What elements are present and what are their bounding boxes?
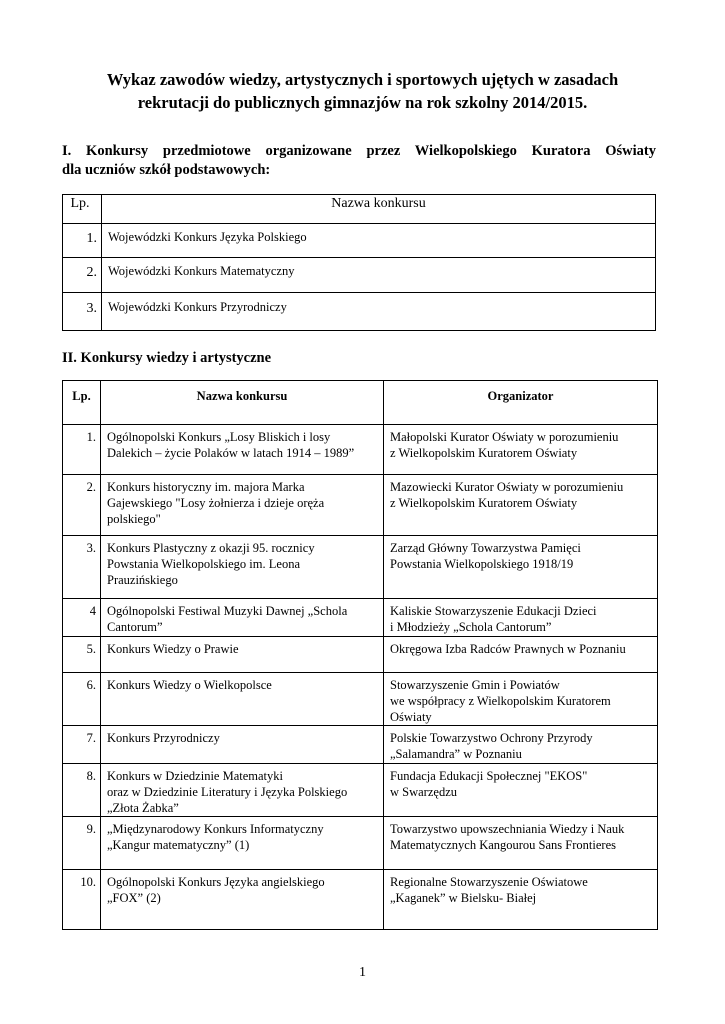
row-name-line: „Międzynarodowy Konkurs Informatyczny bbox=[107, 822, 324, 836]
table-row bbox=[63, 475, 658, 536]
row-lp: 8. bbox=[63, 764, 101, 817]
row-lp: 1. bbox=[63, 425, 101, 475]
row-organizer-line: z Wielkopolskim Kuratorem Oświaty bbox=[390, 446, 578, 460]
row-organizer bbox=[384, 764, 658, 817]
row-name: Wojewódzki Konkurs Matematyczny bbox=[102, 258, 656, 293]
row-name-line: Gajewskiego "Losy żołnierza i dzieje oręża bbox=[107, 496, 325, 510]
row-organizer-line: Regionalne Stowarzyszenie Oświatowe bbox=[390, 875, 588, 889]
section-1-table bbox=[62, 194, 656, 331]
row-name-line: „Kangur matematyczny” (1) bbox=[107, 838, 250, 852]
row-lp: 10. bbox=[63, 870, 101, 930]
row-organizer-line: Towarzystwo upowszechniania Wiedzy i Nauk bbox=[390, 822, 625, 836]
section-1-heading-line-1: I. Konkursy przedmiotowe organizowane przez Wielkopolskiego Kuratora Oświaty bbox=[62, 143, 656, 159]
row-organizer-line: Polskie Towarzystwo Ochrony Przyrody bbox=[390, 731, 593, 745]
row-lp: 6. bbox=[63, 673, 101, 726]
row-name bbox=[101, 817, 384, 870]
table-row bbox=[63, 870, 658, 930]
row-name bbox=[101, 599, 384, 637]
row-organizer bbox=[384, 726, 658, 764]
row-organizer-line: Małopolski Kurator Oświaty w porozumieniu bbox=[390, 430, 619, 444]
row-name-line: Prauzińskiego bbox=[107, 573, 178, 587]
row-name-line: „FOX” (2) bbox=[107, 891, 161, 905]
row-name-line: Konkurs Plastyczny z okazji 95. rocznicy bbox=[107, 541, 315, 555]
row-name-line: Konkurs historyczny im. majora Marka bbox=[107, 480, 305, 494]
row-lp: 3. bbox=[63, 536, 101, 599]
table-row bbox=[63, 726, 658, 764]
row-organizer bbox=[384, 475, 658, 536]
row-name bbox=[101, 536, 384, 599]
row-name-line: oraz w Dziedzinie Literatury i Języka Polskiego bbox=[107, 785, 348, 799]
table-1-header-lp: Lp. bbox=[63, 195, 102, 224]
row-name bbox=[101, 673, 384, 726]
section-1-heading bbox=[62, 142, 656, 180]
row-name-line: Powstania Wielkopolskiego im. Leona bbox=[107, 557, 300, 571]
table-row bbox=[63, 599, 658, 637]
row-organizer bbox=[384, 536, 658, 599]
row-lp: 2. bbox=[63, 258, 102, 293]
table-2-header-name: Nazwa konkursu bbox=[101, 381, 384, 425]
row-name-line: Ogólnopolski Festiwal Muzyki Dawnej „Schola bbox=[107, 604, 348, 618]
row-lp: 2. bbox=[63, 475, 101, 536]
page-number: 1 bbox=[359, 965, 366, 980]
row-organizer-line: „Kaganek” w Bielsku- Białej bbox=[390, 891, 537, 905]
section-2-table bbox=[62, 380, 658, 930]
row-organizer bbox=[384, 599, 658, 637]
row-organizer-line: Zarząd Główny Towarzystwa Pamięci bbox=[390, 541, 581, 555]
row-name-line: Ogólnopolski Konkurs „Losy Bliskich i losy bbox=[107, 430, 331, 444]
row-organizer-line: i Młodzieży „Schola Cantorum” bbox=[390, 620, 552, 634]
table-row bbox=[63, 425, 658, 475]
row-organizer-line: w Swarzędzu bbox=[390, 785, 457, 799]
title-line-2: rekrutacji do publicznych gimnazjów na rok szkolny 2014/2015. bbox=[137, 93, 588, 112]
row-name bbox=[101, 870, 384, 930]
table-row bbox=[63, 764, 658, 817]
row-name bbox=[101, 425, 384, 475]
row-organizer-line: Fundacja Edukacji Społecznej "EKOS" bbox=[390, 769, 588, 783]
row-organizer bbox=[384, 425, 658, 475]
row-lp: 5. bbox=[63, 637, 101, 673]
table-row bbox=[63, 258, 656, 293]
row-name bbox=[101, 475, 384, 536]
table-row bbox=[63, 224, 656, 258]
row-name-line: Konkurs Wiedzy o Wielkopolsce bbox=[107, 678, 272, 692]
row-name bbox=[101, 637, 384, 673]
row-name-line: polskiego" bbox=[107, 512, 161, 526]
row-lp: 1. bbox=[63, 224, 102, 258]
row-organizer-line: Okręgowa Izba Radców Prawnych w Poznaniu bbox=[390, 642, 626, 656]
table-row bbox=[63, 817, 658, 870]
document-title bbox=[60, 68, 665, 114]
row-name: Wojewódzki Konkurs Języka Polskiego bbox=[102, 224, 656, 258]
table-row bbox=[63, 293, 656, 331]
row-organizer-line: we współpracy z Wielkopolskim Kuratorem bbox=[390, 694, 611, 708]
row-name-line: „Złota Żabka” bbox=[107, 801, 179, 815]
row-organizer-line: Mazowiecki Kurator Oświaty w porozumieniu bbox=[390, 480, 624, 494]
row-lp: 7. bbox=[63, 726, 101, 764]
section-1-heading-line-2: dla uczniów szkół podstawowych: bbox=[62, 162, 271, 178]
table-1-header-name: Nazwa konkursu bbox=[102, 195, 656, 224]
title-line-1: Wykaz zawodów wiedzy, artystycznych i sportowych ujętych w zasadach bbox=[106, 70, 619, 89]
row-name-line: Cantorum” bbox=[107, 620, 163, 634]
row-organizer bbox=[384, 673, 658, 726]
row-lp: 4 bbox=[63, 599, 101, 637]
row-name-line: Ogólnopolski Konkurs Języka angielskiego bbox=[107, 875, 325, 889]
section-2-heading: II. Konkursy wiedzy i artystyczne bbox=[62, 350, 272, 366]
table-2-header-organizer: Organizator bbox=[384, 381, 658, 425]
table-row bbox=[63, 536, 658, 599]
row-name-line: Dalekich – życie Polaków w latach 1914 – 1989” bbox=[107, 446, 355, 460]
row-lp: 9. bbox=[63, 817, 101, 870]
row-name-line: Konkurs Przyrodniczy bbox=[107, 731, 220, 745]
row-name bbox=[101, 764, 384, 817]
row-organizer bbox=[384, 817, 658, 870]
row-organizer-line: „Salamandra” w Poznaniu bbox=[390, 747, 522, 761]
row-organizer bbox=[384, 637, 658, 673]
row-name: Wojewódzki Konkurs Przyrodniczy bbox=[102, 293, 656, 331]
table-row bbox=[63, 673, 658, 726]
row-name-line: Konkurs Wiedzy o Prawie bbox=[107, 642, 239, 656]
row-organizer-line: Powstania Wielkopolskiego 1918/19 bbox=[390, 557, 574, 571]
row-organizer-line: Stowarzyszenie Gmin i Powiatów bbox=[390, 678, 560, 692]
row-name bbox=[101, 726, 384, 764]
row-organizer-line: Matematycznych Kangourou Sans Frontieres bbox=[390, 838, 616, 852]
row-organizer bbox=[384, 870, 658, 930]
row-lp: 3. bbox=[63, 293, 102, 331]
row-name-line: Konkurs w Dziedzinie Matematyki bbox=[107, 769, 283, 783]
table-row bbox=[63, 637, 658, 673]
row-organizer-line: z Wielkopolskim Kuratorem Oświaty bbox=[390, 496, 578, 510]
table-2-header-lp: Lp. bbox=[63, 381, 101, 425]
row-organizer-line: Oświaty bbox=[390, 710, 432, 724]
row-organizer-line: Kaliskie Stowarzyszenie Edukacji Dzieci bbox=[390, 604, 597, 618]
